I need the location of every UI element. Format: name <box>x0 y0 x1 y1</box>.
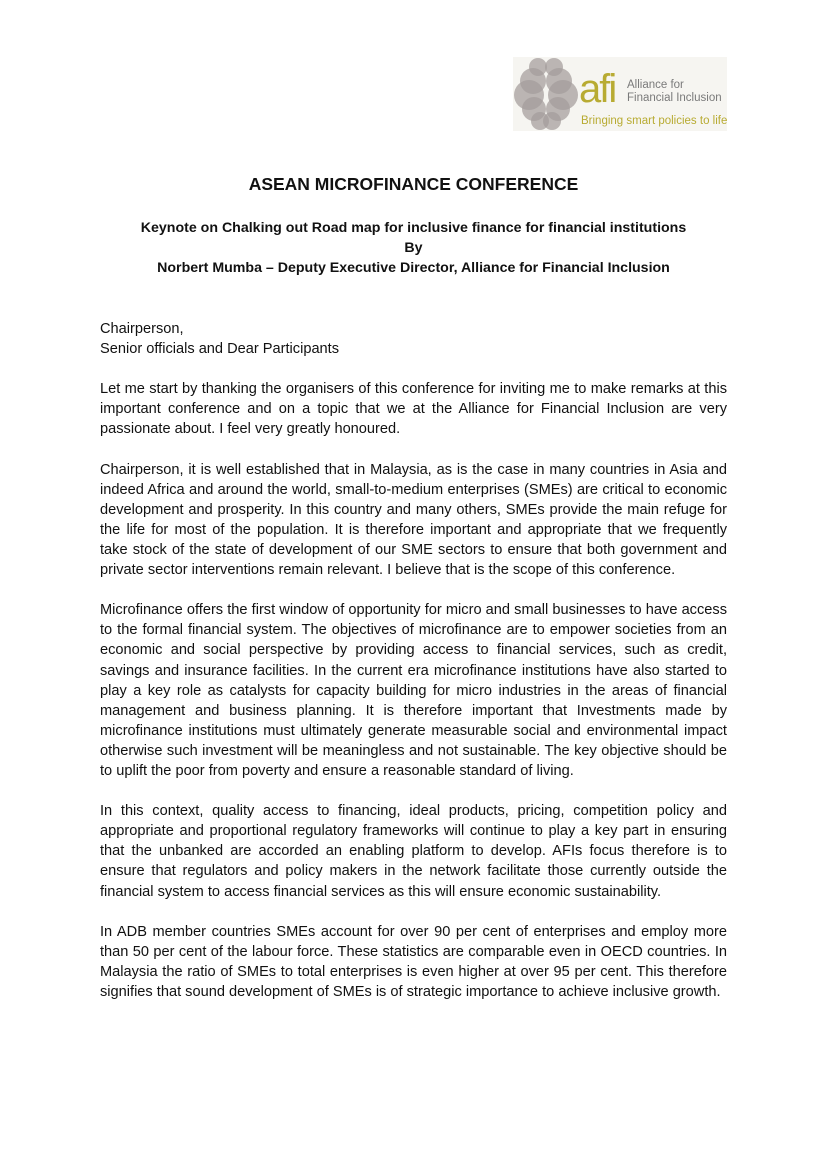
paragraph-opening: Let me start by thanking the organisers of this conference for inviting me to make remarks at this important conference and on a topic that we at the Alliance for Financial Inclusion are very passionate about. I feel very greatly honoured. <box>100 381 727 438</box>
paragraph-microfinance: Microfinance offers the first window of opportunity for micro and small businesses to have access to the formal financial system. The objectives of microfinance are to empower societies from an economic and social perspective by providing access to financial services, such as credit, savings and insurance facilities. In the current era microfinance institutions have also started to play a key role as catalysts for capacity building for micro industries in the areas of financial management and business planning. It is therefore important that Investments made by microfinance institutions must ultimately generate measurable social and environmental impact otherwise such investment will be meaningless and not sustainable. The key objective should be to uplift the poor from poverty and ensure a reasonable standard of living. <box>100 602 727 779</box>
afi-brain-circles-icon <box>513 57 579 131</box>
document-subtitle <box>0 218 827 278</box>
afi-wordmark: afi <box>579 67 616 111</box>
salutation <box>100 319 727 359</box>
paragraph-context: In this context, quality access to financing, ideal products, pricing, competition policy and appropriate and proportional regulatory frameworks will continue to play a key part in ensuring that the unbanked are accorded an enabling platform to develop. AFIs focus therefore is to ensure that regulators and policy makers in the network facilitate those currently outside the financial system to access financial services as this will ensure economic sustainability. <box>100 803 727 900</box>
paragraph-smes-malaysia: Chairperson, it is well established that in Malaysia, as is the case in many countries in Asia and indeed Africa and around the world, small-to-medium enterprises (SMEs) are critical to economic development and prosperity. In this country and many others, SMEs provide the main refuge for the life for most of the population. It is therefore important and appropriate that we frequently take stock of the state of development of our SME sectors to ensure that both government and private sector interventions remain relevant. I believe that is the scope of this conference. <box>100 461 727 579</box>
paragraph-adb-statistics: In ADB member countries SMEs account for over 90 per cent of enterprises and employ more than 50 per cent of the labour force. These statistics are comparable even in OECD countries. In Malaysia the ratio of SMEs to total enterprises is even higher at over 95 per cent. This therefore signifies that sound development of SMEs is of strategic importance to achieve inclusive growth. <box>100 923 727 1000</box>
salutation-line: Senior officials and Dear Participants <box>100 341 340 358</box>
keynote-title: Keynote on Chalking out Road map for inclusive finance for financial institutions <box>140 220 687 236</box>
speaker-line: Norbert Mumba – Deputy Executive Director, Alliance for Financial Inclusion <box>157 260 670 276</box>
document-title: ASEAN MICROFINANCE CONFERENCE <box>248 174 579 194</box>
salutation-line: Chairperson, <box>100 321 184 337</box>
organization-name-line2: Financial Inclusion <box>627 92 722 104</box>
organization-name <box>627 79 722 105</box>
speech-body <box>100 319 727 1002</box>
afi-logo <box>513 57 727 131</box>
by-line: By <box>404 240 423 256</box>
logo-tagline: Bringing smart policies to life <box>581 115 728 127</box>
organization-name-line1: Alliance for <box>627 79 684 91</box>
